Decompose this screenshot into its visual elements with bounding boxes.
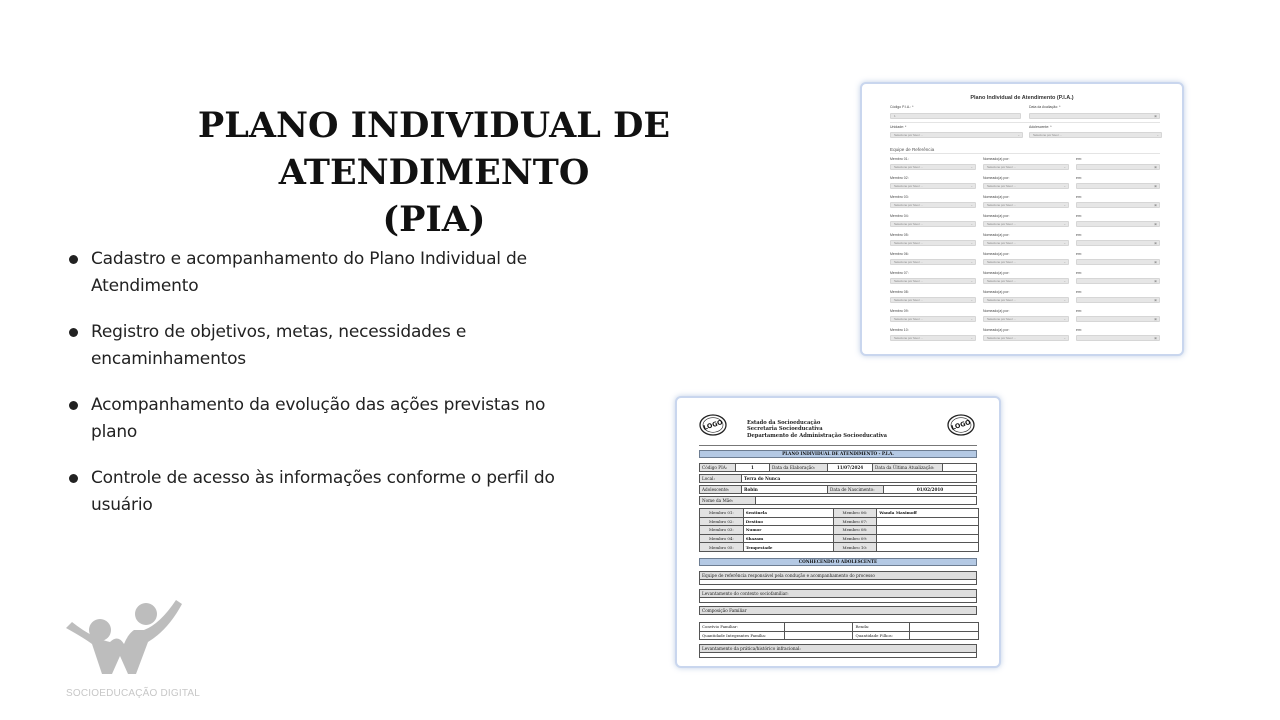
- nomeado-label: Nomeado(a) por:: [983, 309, 1010, 313]
- select-placeholder: Selecione por favor ...: [987, 260, 1017, 264]
- elaboracao-label: Data da Elaboração:: [770, 464, 828, 471]
- em-date-input[interactable]: [1076, 221, 1160, 227]
- member-select[interactable]: [890, 164, 976, 170]
- form-divider: [890, 122, 1160, 123]
- bullet-item: [66, 392, 566, 446]
- member-label: Membro 10:: [833, 543, 877, 552]
- adolescente-label: Adolescente:: [700, 486, 742, 493]
- contexto-section-body: [699, 598, 977, 603]
- form-divider: [890, 153, 1160, 154]
- select-placeholder: Selecione por favor ...: [894, 298, 924, 302]
- member-value: [877, 534, 979, 543]
- socioeducacao-logo: [64, 600, 184, 678]
- member-select[interactable]: [890, 202, 976, 208]
- member-select[interactable]: [890, 240, 976, 246]
- nomeado-label: Nomeado(a) por:: [983, 233, 1010, 237]
- chevron-down-icon: ⌄: [1063, 279, 1066, 283]
- calendar-icon: ▣: [1154, 203, 1157, 207]
- codigo-label: Código PIA:: [700, 464, 736, 471]
- nomeado-select[interactable]: [983, 202, 1069, 208]
- em-date-input[interactable]: [1076, 335, 1160, 341]
- member-label: Membro 07:: [833, 517, 877, 526]
- em-label: em:: [1076, 195, 1082, 199]
- em-date-input[interactable]: [1076, 297, 1160, 303]
- member-label: Membro 10:: [890, 328, 909, 332]
- bullet-item: [66, 319, 566, 373]
- nomeado-label: Nomeado(a) por:: [983, 195, 1010, 199]
- header-line: Estado da Socioeducação: [747, 420, 821, 426]
- equipe-section-body: [699, 580, 977, 585]
- nascimento-label: Data de Nascimento:: [828, 486, 884, 493]
- chevron-down-icon: ⌄: [1063, 203, 1066, 207]
- local-label: Local:: [700, 475, 742, 482]
- codigo-row: [699, 463, 977, 472]
- mae-value: [756, 497, 976, 504]
- form-screenshot: [860, 82, 1184, 356]
- select-placeholder: Selecione por favor ...: [987, 336, 1017, 340]
- member-value: [877, 543, 979, 552]
- nomeado-label: Nomeado(a) por:: [983, 271, 1010, 275]
- select-placeholder: Selecione por favor ...: [987, 317, 1017, 321]
- select-placeholder: Selecione por favor ...: [894, 279, 924, 283]
- equipe-grid: [699, 508, 979, 552]
- calendar-icon: ▣: [1154, 241, 1157, 245]
- select-placeholder: Selecione por favor ...: [987, 203, 1017, 207]
- nomeado-label: Nomeado(a) por:: [983, 290, 1010, 294]
- calendar-icon: ▣: [1154, 114, 1157, 118]
- svg-text:LOGO: LOGO: [702, 418, 724, 432]
- table-row: [700, 509, 979, 518]
- bullet-dot: [69, 328, 78, 337]
- select-placeholder: Selecione por favor ...: [894, 184, 924, 188]
- chevron-down-icon: ⌄: [1156, 133, 1159, 137]
- logo-seal-right: [947, 414, 975, 436]
- em-date-input[interactable]: [1076, 259, 1160, 265]
- bullet-text: Registro de objetivos, metas, necessidades e encaminhamentos: [91, 322, 467, 369]
- bullet-dot: [69, 401, 78, 410]
- qtd-integrantes-value: [784, 631, 853, 640]
- chevron-down-icon: ⌄: [970, 165, 973, 169]
- member-label: Membro 01:: [700, 509, 744, 518]
- em-date-input[interactable]: [1076, 202, 1160, 208]
- member-label: Membro 02:: [890, 176, 909, 180]
- chevron-down-icon: ⌄: [1063, 184, 1066, 188]
- em-date-input[interactable]: [1076, 240, 1160, 246]
- adolescente-label: Adolescente: *: [1029, 125, 1052, 129]
- select-placeholder: Selecione por favor ...: [894, 260, 924, 264]
- familia-grid: [699, 622, 979, 640]
- member-select[interactable]: [890, 316, 976, 322]
- member-value: Shazam: [743, 534, 833, 543]
- nomeado-label: Nomeado(a) por:: [983, 157, 1010, 161]
- chevron-down-icon: ⌄: [970, 222, 973, 226]
- qtd-filhos-label: Quantidade Filhos:: [853, 631, 910, 640]
- member-value: [877, 526, 979, 535]
- renda-value: [910, 623, 979, 632]
- equipe-section-label: Equipe de Referência: [890, 147, 935, 152]
- bullet-text: Acompanhamento da evolução das ações previstas no plano: [91, 395, 546, 442]
- select-placeholder: Selecione por favor ...: [894, 165, 924, 169]
- chevron-down-icon: ⌄: [970, 298, 973, 302]
- form-title: Plano Individual de Atendimento (P.I.A.): [970, 95, 1074, 101]
- member-label: Membro 03:: [700, 526, 744, 535]
- chevron-down-icon: ⌄: [970, 260, 973, 264]
- chevron-down-icon: ⌄: [1063, 317, 1066, 321]
- section-title-bar: CONHECENDO O ADOLESCENTE: [699, 558, 977, 566]
- nomeado-label: Nomeado(a) por:: [983, 252, 1010, 256]
- member-value: [877, 517, 979, 526]
- table-row: [700, 543, 979, 552]
- member-label: Membro 05:: [890, 233, 909, 237]
- em-label: em:: [1076, 271, 1082, 275]
- bullet-item: [66, 465, 566, 519]
- chevron-down-icon: ⌄: [970, 203, 973, 207]
- nomeado-select[interactable]: [983, 221, 1069, 227]
- member-label: Membro 01:: [890, 157, 909, 161]
- select-placeholder: Selecione por favor ...: [894, 317, 924, 321]
- calendar-icon: ▣: [1154, 165, 1157, 169]
- member-select[interactable]: [890, 259, 976, 265]
- chevron-down-icon: ⌄: [1017, 133, 1020, 137]
- member-value: Numor: [743, 526, 833, 535]
- calendar-icon: ▣: [1154, 298, 1157, 302]
- member-label: Membro 04:: [700, 534, 744, 543]
- calendar-icon: ▣: [1154, 222, 1157, 226]
- nomeado-select[interactable]: [983, 278, 1069, 284]
- member-select[interactable]: [890, 335, 976, 341]
- calendar-icon: ▣: [1154, 317, 1157, 321]
- nomeado-label: Nomeado(a) por:: [983, 176, 1010, 180]
- select-placeholder: Selecione por favor ...: [987, 165, 1017, 169]
- contexto-section: Levantamento do contexto sociofamiliar:: [699, 589, 977, 598]
- chevron-down-icon: ⌄: [1063, 298, 1066, 302]
- member-label: Membro 09:: [833, 534, 877, 543]
- bullet-text: Cadastro e acompanhamento do Plano Individual de Atendimento: [91, 249, 527, 296]
- bullet-dot: [69, 474, 78, 483]
- pratica-section-body: [699, 653, 977, 658]
- em-label: em:: [1076, 290, 1082, 294]
- mae-row: [699, 496, 977, 505]
- select-placeholder: Selecione por favor ...: [894, 222, 924, 226]
- chevron-down-icon: ⌄: [1063, 241, 1066, 245]
- calendar-icon: ▣: [1154, 336, 1157, 340]
- adolescente-value: Robin: [742, 486, 828, 493]
- bullet-text: Controle de acesso às informações conforme o perfil do usuário: [91, 468, 555, 515]
- em-label: em:: [1076, 252, 1082, 256]
- member-select[interactable]: [890, 278, 976, 284]
- nomeado-select[interactable]: [983, 316, 1069, 322]
- select-placeholder: Selecione por favor ...: [987, 279, 1017, 283]
- calendar-icon: ▣: [1154, 260, 1157, 264]
- member-select[interactable]: [890, 183, 976, 189]
- em-label: em:: [1076, 157, 1082, 161]
- header-line: Secretaria Socioeducativa: [747, 426, 823, 433]
- chevron-down-icon: ⌄: [1063, 260, 1066, 264]
- bullet-dot: [69, 255, 78, 264]
- nomeado-select[interactable]: [983, 297, 1069, 303]
- member-label: Membro 09:: [890, 309, 909, 313]
- unidade-label: Unidade: *: [890, 125, 907, 129]
- select-placeholder: Selecione por favor ...: [987, 298, 1017, 302]
- chevron-down-icon: ⌄: [970, 279, 973, 283]
- slide-title: PLANO INDIVIDUAL DE ATENDIMENTO (PIA): [197, 105, 671, 240]
- member-label: Membro 08:: [833, 526, 877, 535]
- select-placeholder: Selecione por favor ...: [987, 184, 1017, 188]
- select-placeholder: Selecione por favor ...: [987, 241, 1017, 245]
- select-placeholder: Selecione por favor ...: [894, 241, 924, 245]
- header-rule: [699, 445, 977, 446]
- select-placeholder: Selecione por favor ...: [894, 133, 924, 137]
- codigo-value: 1: [736, 464, 770, 471]
- composicao-section: Composição Familiar: [699, 606, 977, 615]
- nomeado-select[interactable]: [983, 183, 1069, 189]
- logo-seal-left: [699, 414, 727, 436]
- em-date-input[interactable]: [1076, 164, 1160, 170]
- table-row: [700, 534, 979, 543]
- header-line: Departamento de Administração Socioeducativa: [747, 432, 888, 439]
- equipe-section: Equipe de referência responsável pela condução e acompanhamento do processo: [699, 571, 977, 580]
- chevron-down-icon: ⌄: [1063, 165, 1066, 169]
- logo-caption: SOCIOEDUCAÇÃO DIGITAL: [66, 688, 201, 699]
- chevron-down-icon: ⌄: [970, 184, 973, 188]
- member-label: Membro 06:: [833, 509, 877, 518]
- nomeado-label: Nomeado(a) por:: [983, 214, 1010, 218]
- member-select[interactable]: [890, 297, 976, 303]
- member-select[interactable]: [890, 221, 976, 227]
- qtd-integrantes-label: Quantidade Integrantes Família:: [700, 631, 785, 640]
- nomeado-select[interactable]: [983, 259, 1069, 265]
- local-row: [699, 474, 977, 483]
- bullet-item: [66, 246, 566, 300]
- chevron-down-icon: ⌄: [970, 317, 973, 321]
- member-value: Wanda Maximoff: [877, 509, 979, 518]
- em-label: em:: [1076, 214, 1082, 218]
- svg-text:LOGO: LOGO: [950, 418, 972, 432]
- nomeado-select[interactable]: [983, 164, 1069, 170]
- member-value: Destino: [743, 517, 833, 526]
- nomeado-select[interactable]: [983, 335, 1069, 341]
- member-label: Membro 08:: [890, 290, 909, 294]
- member-value: Sentinela: [743, 509, 833, 518]
- data-avaliacao-input[interactable]: [1029, 113, 1160, 119]
- renda-label: Renda:: [853, 623, 910, 632]
- member-label: Membro 03:: [890, 195, 909, 199]
- em-date-input[interactable]: [1076, 278, 1160, 284]
- document-title-bar: PLANO INDIVIDUAL DE ATENDIMENTO - P.I.A.: [699, 450, 977, 458]
- select-placeholder: Selecione por favor ...: [1033, 133, 1063, 137]
- codigo-input[interactable]: 1: [890, 113, 1021, 119]
- chevron-down-icon: ⌄: [1063, 336, 1066, 340]
- convivio-value: [784, 623, 853, 632]
- atualizacao-value: [943, 464, 976, 471]
- em-date-input[interactable]: [1076, 316, 1160, 322]
- table-row: [700, 526, 979, 535]
- member-label: Membro 02:: [700, 517, 744, 526]
- member-value: Tempestade: [743, 543, 833, 552]
- nascimento-value: 01/02/2010: [884, 486, 976, 493]
- codigo-label: Código P.I.A.: *: [890, 105, 914, 109]
- em-label: em:: [1076, 309, 1082, 313]
- em-label: em:: [1076, 176, 1082, 180]
- pratica-section: Levantamento da prática/histórico infracional:: [699, 644, 977, 653]
- member-label: Membro 06:: [890, 252, 909, 256]
- nomeado-select[interactable]: [983, 240, 1069, 246]
- bullet-list: [66, 246, 566, 538]
- data-avaliacao-label: Data da Avaliação: *: [1029, 105, 1061, 109]
- chevron-down-icon: ⌄: [970, 336, 973, 340]
- atualizacao-label: Data da Última Atualização:: [873, 464, 943, 471]
- calendar-icon: ▣: [1154, 279, 1157, 283]
- table-row: [700, 517, 979, 526]
- adolescente-row: [699, 485, 977, 494]
- select-placeholder: Selecione por favor ...: [894, 203, 924, 207]
- mae-label: Nome da Mãe:: [700, 497, 756, 504]
- nomeado-label: Nomeado(a) por:: [983, 328, 1010, 332]
- chevron-down-icon: ⌄: [970, 241, 973, 245]
- adolescente-select[interactable]: [1029, 132, 1162, 138]
- unidade-select[interactable]: [890, 132, 1023, 138]
- member-label: Membro 04:: [890, 214, 909, 218]
- elaboracao-value: 11/07/2024: [828, 464, 873, 471]
- qtd-filhos-value: [910, 631, 979, 640]
- convivio-label: Convívio Familiar:: [700, 623, 785, 632]
- select-placeholder: Selecione por favor ...: [894, 336, 924, 340]
- em-date-input[interactable]: [1076, 183, 1160, 189]
- member-label: Membro 05:: [700, 543, 744, 552]
- document-header: [747, 420, 887, 439]
- member-label: Membro 07:: [890, 271, 909, 275]
- em-label: em:: [1076, 233, 1082, 237]
- local-value: Terra do Nunca: [742, 475, 976, 482]
- calendar-icon: ▣: [1154, 184, 1157, 188]
- chevron-down-icon: ⌄: [1063, 222, 1066, 226]
- select-placeholder: Selecione por favor ...: [987, 222, 1017, 226]
- document-screenshot: [675, 396, 1001, 668]
- em-label: em:: [1076, 328, 1082, 332]
